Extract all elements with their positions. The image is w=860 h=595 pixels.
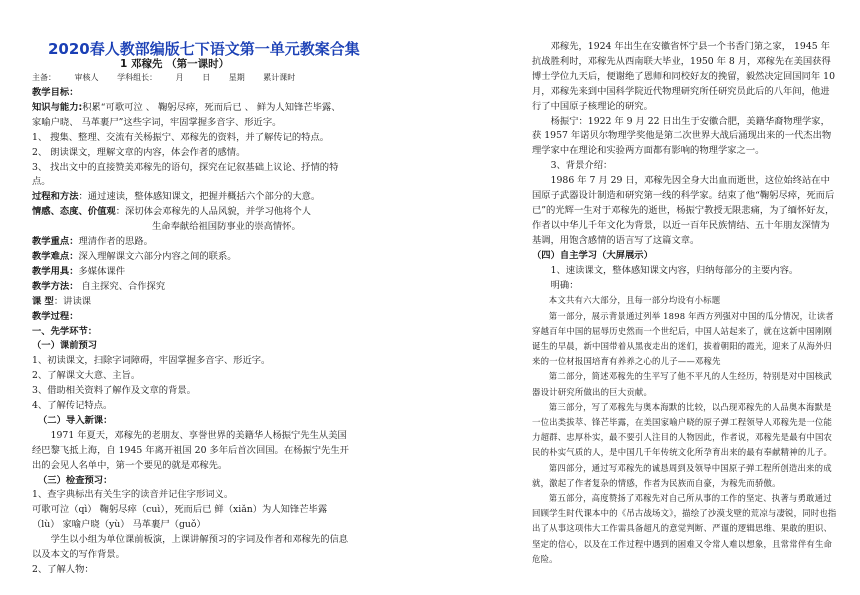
line-text: 1、 搜集、整理、交流有关杨振宁、邓稼先的资料，并了解传记的特点。 [32,131,330,143]
meta-field: 主备： [32,73,56,82]
right-paragraph: 1、速读课文，整体感知课文内容，归纳每部分的主要内容。 [550,264,799,276]
left-line [32,190,350,205]
left-column [32,86,350,578]
left-line [32,563,350,578]
left-line [32,488,350,503]
meta-field: 累计课时 [263,73,296,82]
line-text: 3、 找出文中的直接赞美邓稼先的语句，探究在记叙基础上议论、抒情的特点。 [32,161,339,188]
left-line [32,369,350,384]
left-line [32,205,350,220]
meta-field: 学科组长： [117,73,158,82]
summary-paragraph: 第五部分，高度赞扬了邓稼先对自己所从事的工作的坚定、执著与勇敢通过回顾学生时代课本中的《吊古战场文》，描绘了沙漠戈壁的荒凉与凄锐，同时也指出了从事这项伟大工作需具备超凡的意觉判断、严谨的逻辑思维、果敢的胆识、坚定的信心，以及在工作过程中遇到的困难又令常人难以想象，且常常伴有生命危险。 [532,493,837,564]
line-text: 理清作者的思路。 [78,236,153,248]
line-text: 2、 朗读课文，理解文章的内容，体会作者的感情。 [32,146,246,158]
left-line [32,86,350,101]
summary-paragraph: 第二部分，简述邓稼先的生平写了他不平凡的人生经历，特别是对中国核武器设计研究所做出的巨大贡献。 [532,371,832,397]
meta-field: 审核人 [74,73,99,82]
line-text: 自主探究、合作探究 [78,280,166,292]
section-label: 教学难点： [32,250,79,262]
left-line [32,161,350,191]
section-label: 教学重点： [32,236,79,248]
line-text: 1971 年夏天，邓稼先的老朋友、享誉世界的美籍华人杨振宁先生从美国经巴黎飞抵上海，自 1945 年离开祖国 20 多年后首次回国。在杨振宁先生开出的会见人名单中，第一个要见的就是邓稼先。 [32,429,349,471]
line-text: （三）检查预习： [38,474,113,486]
line-text: （二）导入新课： [38,414,113,426]
left-line [32,146,350,161]
left-line [32,429,350,474]
left-line [32,235,350,250]
left-line [32,220,350,235]
section-label: 知识与能力: [32,101,83,113]
section-label: 教学过程： [32,310,79,322]
right-paragraph: 明确： [550,279,579,291]
left-line [32,295,350,310]
document-title: 2020春人教部编版七下语文第一单元教案合集 [48,40,360,58]
summary-paragraph: 本文共有六大部分，且每一部分均设有小标题 [548,295,721,306]
left-line [32,533,350,563]
left-line [32,474,350,489]
left-line [32,399,350,414]
section-label: 课 型 [32,295,54,307]
line-text: ：通过速读，整体感知课文，把握并概括六个部分的大意。 [78,191,321,203]
summary-paragraph: 第一部分，展示背景通过列举 1898 年西方列强对中国的瓜分情况，让读者穿越百年中国的屈辱历史然而一个世纪后，中国人站起来了，就在这新中国刚刚诞生的早晨，新中国带着从黑夜走出的迷们，拔着朝阳的霞光，迎来了从海外归来的一位材报国培育有养养之心的儿子——邓稼先 [532,310,834,367]
right-paragraph: 1986 年 7 月 29 日，邓稼先因全身大出血而逝世，这位始终站在中国原子武器设计制造和研究第一线的科学家。结束了他“鞠躬尽瘁，死而后已”的光辉一生对于邓稼先的逝世，杨振宁教授无限悲痛，为了缅怀好友，作者以中华儿千年文化为背景，以近一百年民族情结、五十年朋友深情为基调，用饱含感情的语言写了这篇文章。 [532,175,835,246]
line-text: ：讲读课 [53,295,92,307]
left-line [32,354,350,369]
meta-field: 月 [175,73,184,82]
line-text: 4、了解传记特点。 [32,400,113,412]
line-text: 1、初读课文，扫除字词障碍，牢固掌握多音字、形近字。 [32,355,271,367]
left-line [32,339,350,354]
right-paragraph: 杨振宁：1922 年 9 月 22 日出生于安徽合肥，美籍华裔物理学家，获 1957 年诺贝尔物理学奖他是第二次世界大战后涌现出来的一代杰出物理学家中在理论和实验两方面都有影响的物理学家之一。 [532,115,832,157]
line-text: 可歌可泣（qì） 鞠躬尽瘁（cuì），死而后已 鲜（xiǎn）为人知锋芒毕露（lù） 家喻户晓（yù） 马革裹尸（guǒ） [32,504,328,531]
left-line [32,280,350,295]
line-text: 3、借助相关资料了解作及文章的背景。 [32,385,196,397]
section-label: 一、先学环节： [32,325,98,337]
line-text: 多媒体课件 [78,265,125,277]
meta-row [32,72,352,84]
section-label: 教学方法： [32,280,79,292]
summary-paragraph: 第三部分，写了邓稼先与奥本海默的比较，以凸现邓稼先的人品奥本海默是一位出类拔萃、锋芒毕露，在美国家喻户晓的原子弹工程领导人邓稼先是一位能力超群、忠厚朴实，最不要引人注目的人物因此，作者说，邓稼先是最有中国农民的朴实气质的人，是中国几千年传统文化所孕育出来的最有奉献精神的儿子。 [532,401,833,458]
meta-field: 星期 [228,73,245,82]
left-line [32,503,350,533]
left-line [32,265,350,280]
section-label: 教学目标： [32,87,79,98]
left-line [32,414,350,429]
line-text: 积累“可歌可泣 、 鞠躬尽瘁，死而后已 、 鲜为人知锋芒毕露、 家喻户晓、 马革裹尸”这些字词，牢固掌握多音字、形近字。 [32,101,341,128]
line-text: 深入理解课文六部分内容之间的联系。 [78,250,237,262]
right-paragraph: （四）自主学习（大屏展示） [532,249,653,261]
left-line [32,384,350,399]
section-label: 情感、态度、价值观 [32,206,116,218]
left-line [32,325,350,340]
right-paragraph: 3、背景介绍： [550,160,613,172]
left-line [32,131,350,146]
line-text: 1、查字典标出有关生字的读音并记住字形词义。 [32,489,234,501]
section-label: 过程和方法 [32,191,79,203]
line-text: 2、了解课文大意、主旨。 [32,370,141,382]
line-text: ：深切体会邓稼先的人品风貌，并学习他将个人 [115,206,311,218]
line-text: 生命奉献给祖国防事业的崇高情怀。 [152,221,301,233]
section-label: （一）课前预习 [32,340,98,352]
section-label: 教学用具： [32,265,79,277]
line-text: 学生以小组为单位课前板演，上课讲解预习的字词及作者和邓稼先的信息以及本文的写作背景。 [32,534,349,561]
left-line [32,310,350,325]
lesson-subtitle: 1 邓稼先 （第一课时） [120,58,230,70]
right-column [532,40,838,567]
summary-paragraph: 第四部分，通过写邓稼先的诚恳周到及领导中国原子弹工程所创造出来的成就，激起了作者复杂的情感，作者为民族而自豪，为稼先而骄傲。 [532,462,832,488]
left-line [32,101,350,131]
line-text: 2、了解人物： [32,564,94,575]
right-paragraph: 邓稼先，1924 年出生在安徽省怀宁县一个书香门第之家， 1945 年抗战胜利时，邓稼先从西南联大毕业，1950 年 8 月，邓稼先在美国获得博士学位九天后，便谢绝了恩师和同校好友的挽留，毅然决定回国同年 10 月，邓稼先来到中国科学院近代物理研究所任研究员此后的八年间，他进行了中国原子核理论的研究。 [532,41,835,112]
left-line [32,250,350,265]
meta-field: 日 [202,73,211,82]
